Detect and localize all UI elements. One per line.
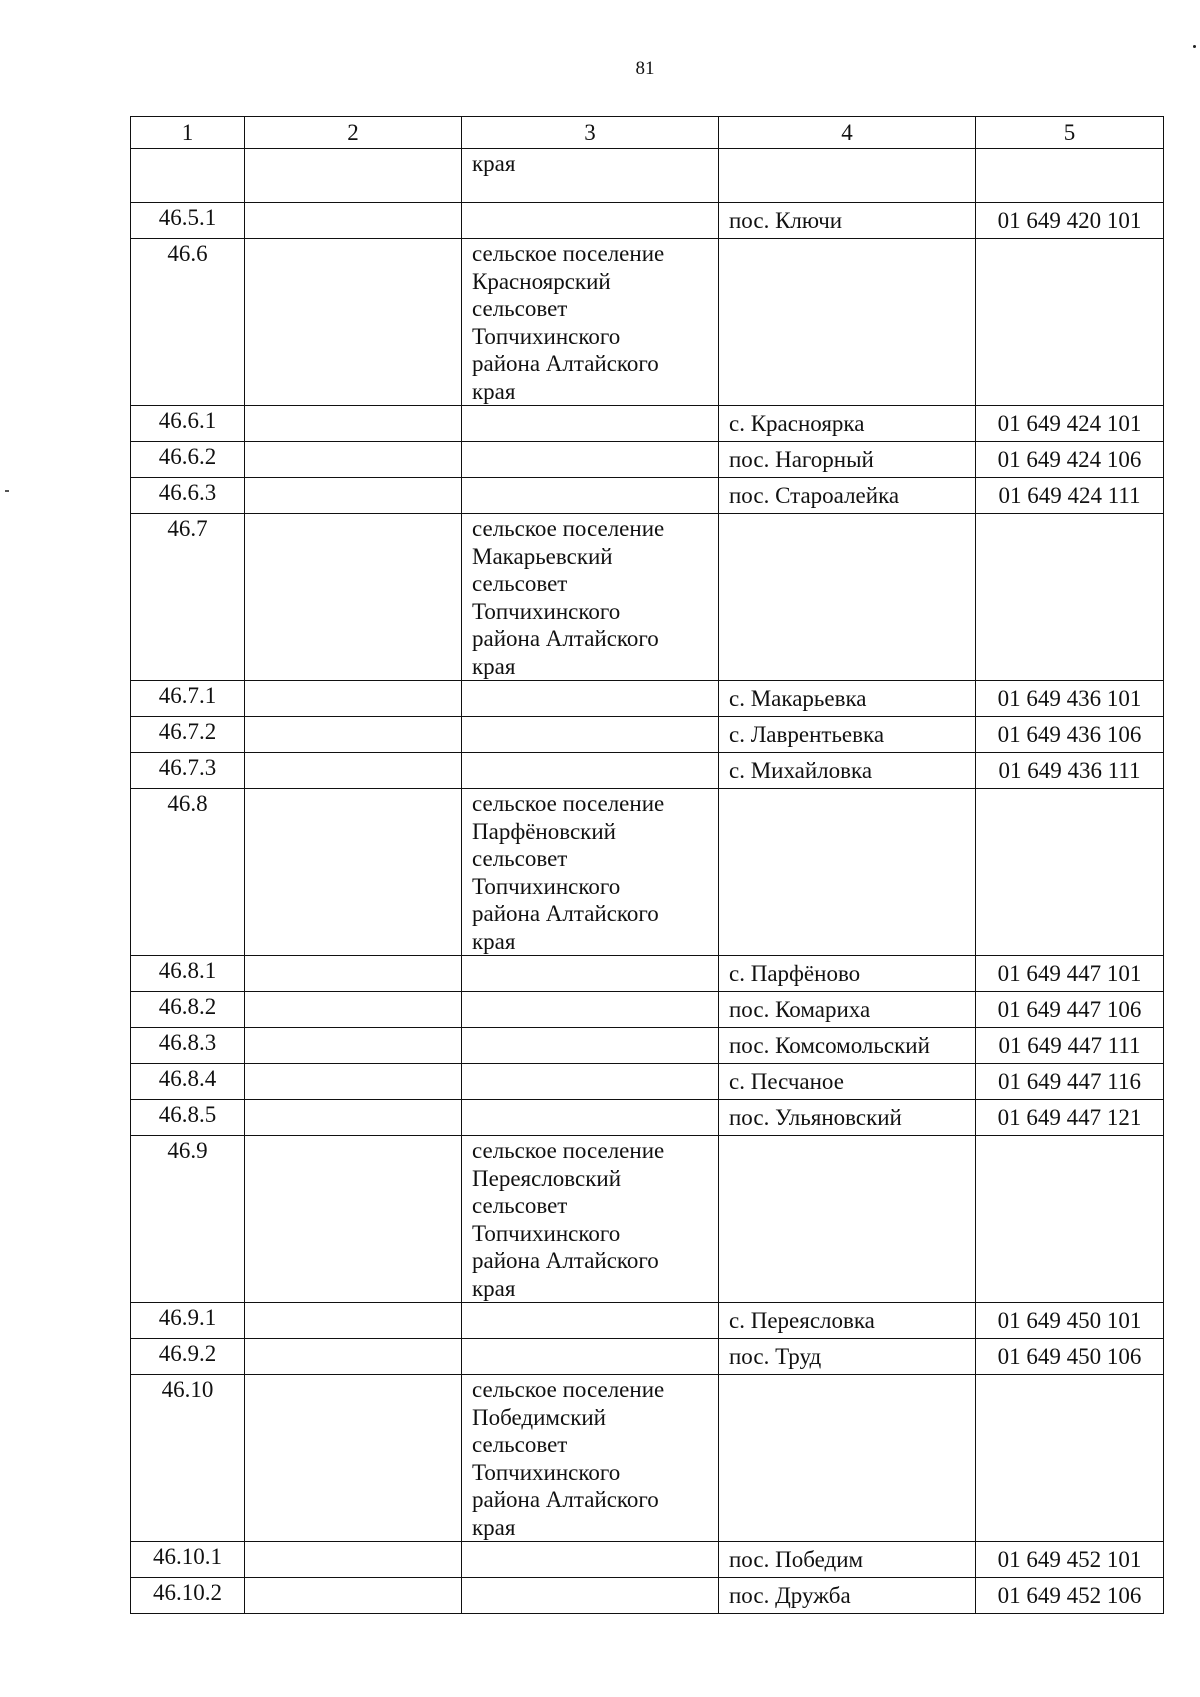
empty-cell <box>462 753 719 789</box>
column-number-row <box>131 117 1164 149</box>
settlement-name-cell: с. Песчаное <box>719 1064 976 1100</box>
empty-cell <box>462 1578 719 1614</box>
settlement-row <box>131 956 1164 992</box>
settlements-table <box>130 116 1164 1614</box>
empty-cell <box>245 753 462 789</box>
okato-code-cell: 01 649 447 111 <box>976 1028 1164 1064</box>
empty-cell <box>719 514 976 681</box>
settlement-name-cell: пос. Труд <box>719 1339 976 1375</box>
row-number-cell: 46.9.1 <box>131 1303 245 1339</box>
row-number-cell: 46.5.1 <box>131 203 245 239</box>
settlement-row <box>131 1303 1164 1339</box>
empty-cell <box>462 1339 719 1375</box>
okato-code-cell: 01 649 447 116 <box>976 1064 1164 1100</box>
row-number-cell: 46.10.1 <box>131 1542 245 1578</box>
empty-cell <box>976 149 1164 203</box>
okato-code-cell: 01 649 447 121 <box>976 1100 1164 1136</box>
settlement-name-cell: пос. Комариха <box>719 992 976 1028</box>
empty-cell <box>245 1303 462 1339</box>
settlement-row <box>131 1339 1164 1375</box>
empty-cell <box>719 1136 976 1303</box>
row-number-cell: 46.8.4 <box>131 1064 245 1100</box>
empty-cell <box>245 406 462 442</box>
settlement-row <box>131 753 1164 789</box>
empty-cell <box>462 1028 719 1064</box>
empty-cell <box>462 992 719 1028</box>
column-number: 3 <box>462 117 719 149</box>
row-number-cell: 46.9.2 <box>131 1339 245 1375</box>
okato-code-cell: 01 649 450 101 <box>976 1303 1164 1339</box>
row-number-cell: 46.6.1 <box>131 406 245 442</box>
settlement-row <box>131 992 1164 1028</box>
settlement-name-cell: пос. Комсомольский <box>719 1028 976 1064</box>
empty-cell <box>462 956 719 992</box>
empty-cell <box>719 239 976 406</box>
okato-code-cell: 01 649 452 106 <box>976 1578 1164 1614</box>
row-number-cell: 46.8.5 <box>131 1100 245 1136</box>
settlement-row <box>131 1578 1164 1614</box>
municipality-row <box>131 789 1164 956</box>
row-number-cell: 46.8.2 <box>131 992 245 1028</box>
settlement-name-cell: с. Переясловка <box>719 1303 976 1339</box>
settlement-name-cell: с. Лаврентьевка <box>719 717 976 753</box>
row-number-cell: 46.7 <box>131 514 245 681</box>
empty-cell <box>976 789 1164 956</box>
settlement-name-cell: с. Красноярка <box>719 406 976 442</box>
municipality-name-cell: сельское поселение Победимский сельсовет Топчихинского района Алтайского края <box>462 1375 719 1542</box>
empty-cell <box>245 239 462 406</box>
settlement-name-cell: пос. Староалейка <box>719 478 976 514</box>
column-number: 1 <box>131 117 245 149</box>
empty-cell <box>976 1136 1164 1303</box>
empty-cell <box>462 1303 719 1339</box>
empty-cell <box>462 1064 719 1100</box>
empty-cell <box>462 203 719 239</box>
settlement-row <box>131 1100 1164 1136</box>
settlement-row <box>131 717 1164 753</box>
municipality-name-cell: сельское поселение Парфёновский сельсовет Топчихинского района Алтайского края <box>462 789 719 956</box>
municipality-name-cell: сельское поселение Макарьевский сельсовет Топчихинского района Алтайского края <box>462 514 719 681</box>
continuation-row <box>131 149 1164 203</box>
empty-cell <box>462 478 719 514</box>
empty-cell <box>462 681 719 717</box>
settlement-row <box>131 1542 1164 1578</box>
empty-cell <box>245 789 462 956</box>
empty-cell <box>462 1542 719 1578</box>
row-number-cell: 46.9 <box>131 1136 245 1303</box>
settlement-name-cell: с. Михайловка <box>719 753 976 789</box>
municipality-name-cell: сельское поселение Красноярский сельсовет Топчихинского района Алтайского края <box>462 239 719 406</box>
empty-cell <box>245 1100 462 1136</box>
empty-cell <box>719 149 976 203</box>
settlement-row <box>131 1064 1164 1100</box>
empty-cell <box>245 992 462 1028</box>
settlement-name-cell: пос. Нагорный <box>719 442 976 478</box>
empty-cell <box>976 1375 1164 1542</box>
scan-speck <box>5 490 9 492</box>
okato-code-cell: 01 649 436 101 <box>976 681 1164 717</box>
municipality-row <box>131 239 1164 406</box>
empty-cell <box>719 789 976 956</box>
empty-cell <box>245 203 462 239</box>
row-number-cell: 46.8 <box>131 789 245 956</box>
okato-code-cell: 01 649 424 106 <box>976 442 1164 478</box>
okato-code-cell: 01 649 420 101 <box>976 203 1164 239</box>
table-body <box>131 149 1164 1614</box>
empty-cell <box>245 1136 462 1303</box>
empty-cell <box>245 717 462 753</box>
empty-cell <box>245 1542 462 1578</box>
settlement-name-cell: с. Парфёново <box>719 956 976 992</box>
row-number-cell <box>131 149 245 203</box>
row-number-cell: 46.6.3 <box>131 478 245 514</box>
empty-cell <box>245 1028 462 1064</box>
okato-code-cell: 01 649 450 106 <box>976 1339 1164 1375</box>
column-number: 4 <box>719 117 976 149</box>
empty-cell <box>245 1375 462 1542</box>
empty-cell <box>245 681 462 717</box>
municipality-name-cell: края <box>462 149 719 203</box>
empty-cell <box>976 514 1164 681</box>
settlement-name-cell: пос. Победим <box>719 1542 976 1578</box>
municipality-row <box>131 1375 1164 1542</box>
settlement-row <box>131 1028 1164 1064</box>
empty-cell <box>462 717 719 753</box>
empty-cell <box>245 1578 462 1614</box>
settlement-row <box>131 681 1164 717</box>
settlement-name-cell: с. Макарьевка <box>719 681 976 717</box>
empty-cell <box>245 1064 462 1100</box>
row-number-cell: 46.8.3 <box>131 1028 245 1064</box>
settlement-row <box>131 406 1164 442</box>
row-number-cell: 46.7.2 <box>131 717 245 753</box>
empty-cell <box>719 1375 976 1542</box>
settlement-name-cell: пос. Ульяновский <box>719 1100 976 1136</box>
row-number-cell: 46.7.1 <box>131 681 245 717</box>
scan-speck <box>1193 45 1196 48</box>
empty-cell <box>976 239 1164 406</box>
settlement-row <box>131 203 1164 239</box>
okato-code-cell: 01 649 424 101 <box>976 406 1164 442</box>
okato-code-cell: 01 649 436 106 <box>976 717 1164 753</box>
row-number-cell: 46.10.2 <box>131 1578 245 1614</box>
settlement-row <box>131 442 1164 478</box>
empty-cell <box>462 1100 719 1136</box>
okato-code-cell: 01 649 447 101 <box>976 956 1164 992</box>
row-number-cell: 46.7.3 <box>131 753 245 789</box>
okato-code-cell: 01 649 436 111 <box>976 753 1164 789</box>
row-number-cell: 46.8.1 <box>131 956 245 992</box>
okato-code-cell: 01 649 447 106 <box>976 992 1164 1028</box>
empty-cell <box>245 149 462 203</box>
row-number-cell: 46.10 <box>131 1375 245 1542</box>
municipality-row <box>131 514 1164 681</box>
settlements-table-wrapper <box>130 116 1164 1614</box>
empty-cell <box>245 514 462 681</box>
settlement-row <box>131 478 1164 514</box>
empty-cell <box>462 406 719 442</box>
settlement-name-cell: пос. Дружба <box>719 1578 976 1614</box>
municipality-name-cell: сельское поселение Переясловский сельсовет Топчихинского района Алтайского края <box>462 1136 719 1303</box>
empty-cell <box>245 442 462 478</box>
page-number: 81 <box>635 58 655 79</box>
empty-cell <box>245 478 462 514</box>
settlement-name-cell: пос. Ключи <box>719 203 976 239</box>
empty-cell <box>462 442 719 478</box>
column-number: 2 <box>245 117 462 149</box>
empty-cell <box>245 1339 462 1375</box>
okato-code-cell: 01 649 452 101 <box>976 1542 1164 1578</box>
okato-code-cell: 01 649 424 111 <box>976 478 1164 514</box>
row-number-cell: 46.6.2 <box>131 442 245 478</box>
column-number: 5 <box>976 117 1164 149</box>
empty-cell <box>245 956 462 992</box>
municipality-row <box>131 1136 1164 1303</box>
row-number-cell: 46.6 <box>131 239 245 406</box>
